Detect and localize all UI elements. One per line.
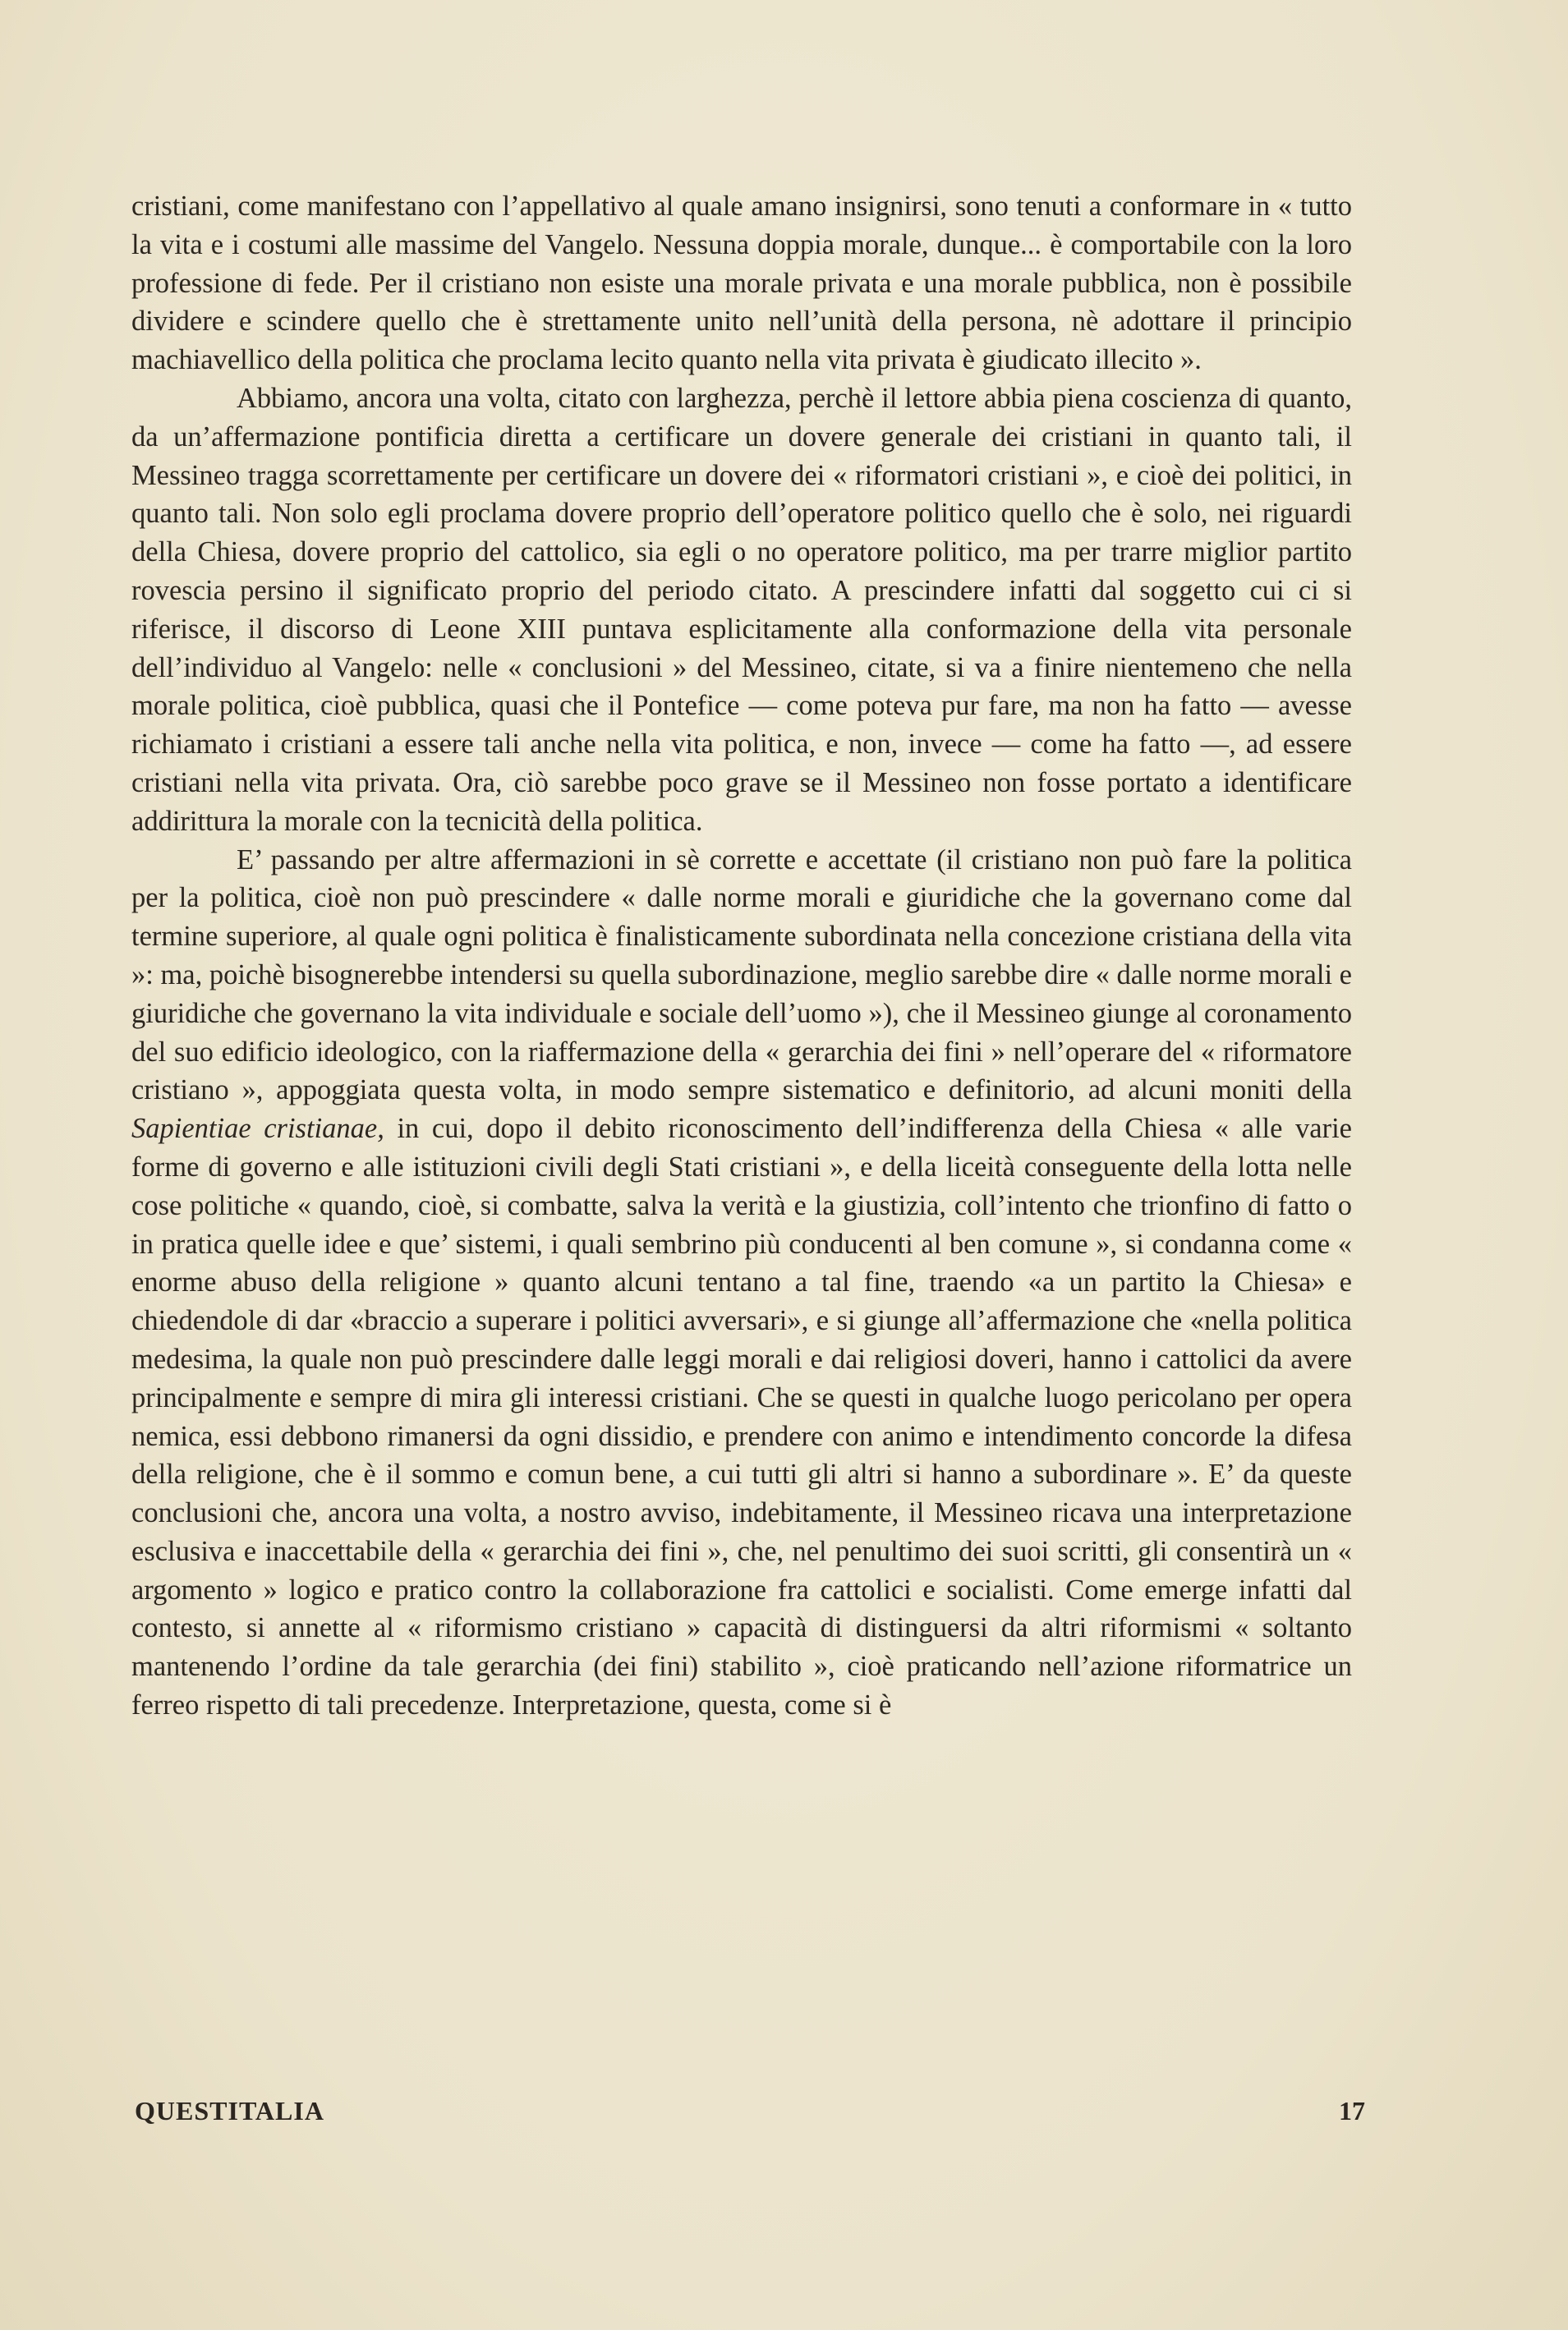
- paragraph-3: [131, 841, 1352, 1725]
- page-number: 17: [1339, 2096, 1365, 2125]
- paragraph-3-text-b: in cui, dopo il debito riconoscimento dell’indifferenza della Chiesa « alle varie forme di governo e alle istituzioni civili degli Stati cristiani », e della liceità conseguente della lotta nelle cose politiche « quando, cioè, si combatte, salva la verità e la giustizia, coll’intento che trionfino di fatto o in pratica quelle idee e que’ sistemi, i quali sembrino più conducenti al ben comune », si condanna come « enorme abuso della religione » quanto alcuni tentano a tal fine, traendo «a un partito la Chiesa» e chiedendole di dar «braccio a superare i politici avversari», e si giunge all’affermazione che «nella politica medesima, la quale non può prescindere dalle leggi morali e dai religiosi doveri, hanno i cattolici da avere principalmente e sempre di mira gli interessi cristiani. Che se questi in qualche luogo pericolano per opera nemica, essi debbono rimanersi da ogni dissidio, e prendere con animo e intendimento concorde la difesa della religione, che è il sommo e comun bene, a cui tutti gli altri si hanno a subordinare ». E’ da queste conclusioni che, ancora una volta, a nostro avviso, indebitamente, il Messineo ricava una interpretazione esclusiva e inaccettabile della « gerarchia dei fini », che, nel penultimo dei suoi scritti, gli consentirà un « argomento » logico e pratico contro la collaborazione fra cattolici e socialisti. Come emerge infatti dal contesto, si annette al « riformismo cristiano » capacità di distinguersi da altri riformismi « soltanto mantenendo l’ordine da tale gerarchia (dei fini) stabilito », cioè praticando nell’azione riformatrice un ferreo rispetto di tali precedenze. Interpretazione, questa, come si è: [131, 1113, 1352, 1721]
- encyclical-title: Sapientiae cristianae,: [131, 1113, 384, 1145]
- article-body: [131, 187, 1352, 1725]
- paragraph-1: cristiani, come manifestano con l’appellativo al quale amano insignirsi, sono tenuti a conformare in « tutto la vita e i costumi alle massime del Vangelo. Nessuna doppia morale, dunque... è comportabile con la loro professione di fede. Per il cristiano non esiste una morale privata e una morale pubblica, non è possibile dividere e scindere quello che è strettamente unito nell’unità della persona, nè adottare il principio machiavellico della politica che proclama lecito quanto nella vita privata è giudicato illecito ».: [131, 191, 1352, 376]
- paragraph-2: Abbiamo, ancora una volta, citato con larghezza, perchè il lettore abbia piena coscienza di quanto, da un’affermazione pontificia diretta a certificare un dovere generale dei cristiani in quanto tali, il Messineo tragga scorrettamente per certificare un dovere dei « riformatori cristiani », e cioè dei politici, in quanto tali. Non solo egli proclama dovere proprio dell’operatore politico quello che è solo, nei riguardi della Chiesa, dovere proprio del cattolico, sia egli o no operatore politico, ma per trarre miglior partito rovescia persino il significato proprio del periodo citato. A prescindere infatti dal soggetto cui ci si riferisce, il discorso di Leone XIII puntava esplicitamente alla conformazione della vita personale dell’individuo al Vangelo: nelle « conclusioni » del Messineo, citate, si va a finire nientemeno che nella morale politica, cioè pubblica, quasi che il Pontefice — come poteva pur fare, ma non ha fatto — avesse richiamato i cristiani a essere tali anche nella vita politica, e non, invece — come ha fatto —, ad essere cristiani nella vita privata. Ora, ciò sarebbe poco grave se il Messineo non fosse portato a identificare addirittura la morale con la tecnicità della politica.: [131, 382, 1352, 837]
- paragraph-3-text-a: E’ passando per altre affermazioni in sè corrette e accettate (il cristiano non può fare la politica per la politica, cioè non può prescindere « dalle norme morali e giuridiche che la governano come dal termine superiore, al quale ogni politica è finalisticamente subordinata nella concezione cristiana della vita »: ma, poichè bisognerebbe intendersi su quella subordinazione, meglio sarebbe dire « dalle norme morali e giuridiche che governano la vita individuale e sociale dell’uomo »), che il Messineo giunge al coronamento del suo edificio ideologico, con la riaffermazione della « gerarchia dei fini » nell’operare del « riformatore cristiano », appoggiata questa volta, in modo sempre sistematico e definitorio, ad alcuni moniti della: [131, 843, 1352, 1106]
- journal-name: QUESTITALIA: [135, 2096, 324, 2125]
